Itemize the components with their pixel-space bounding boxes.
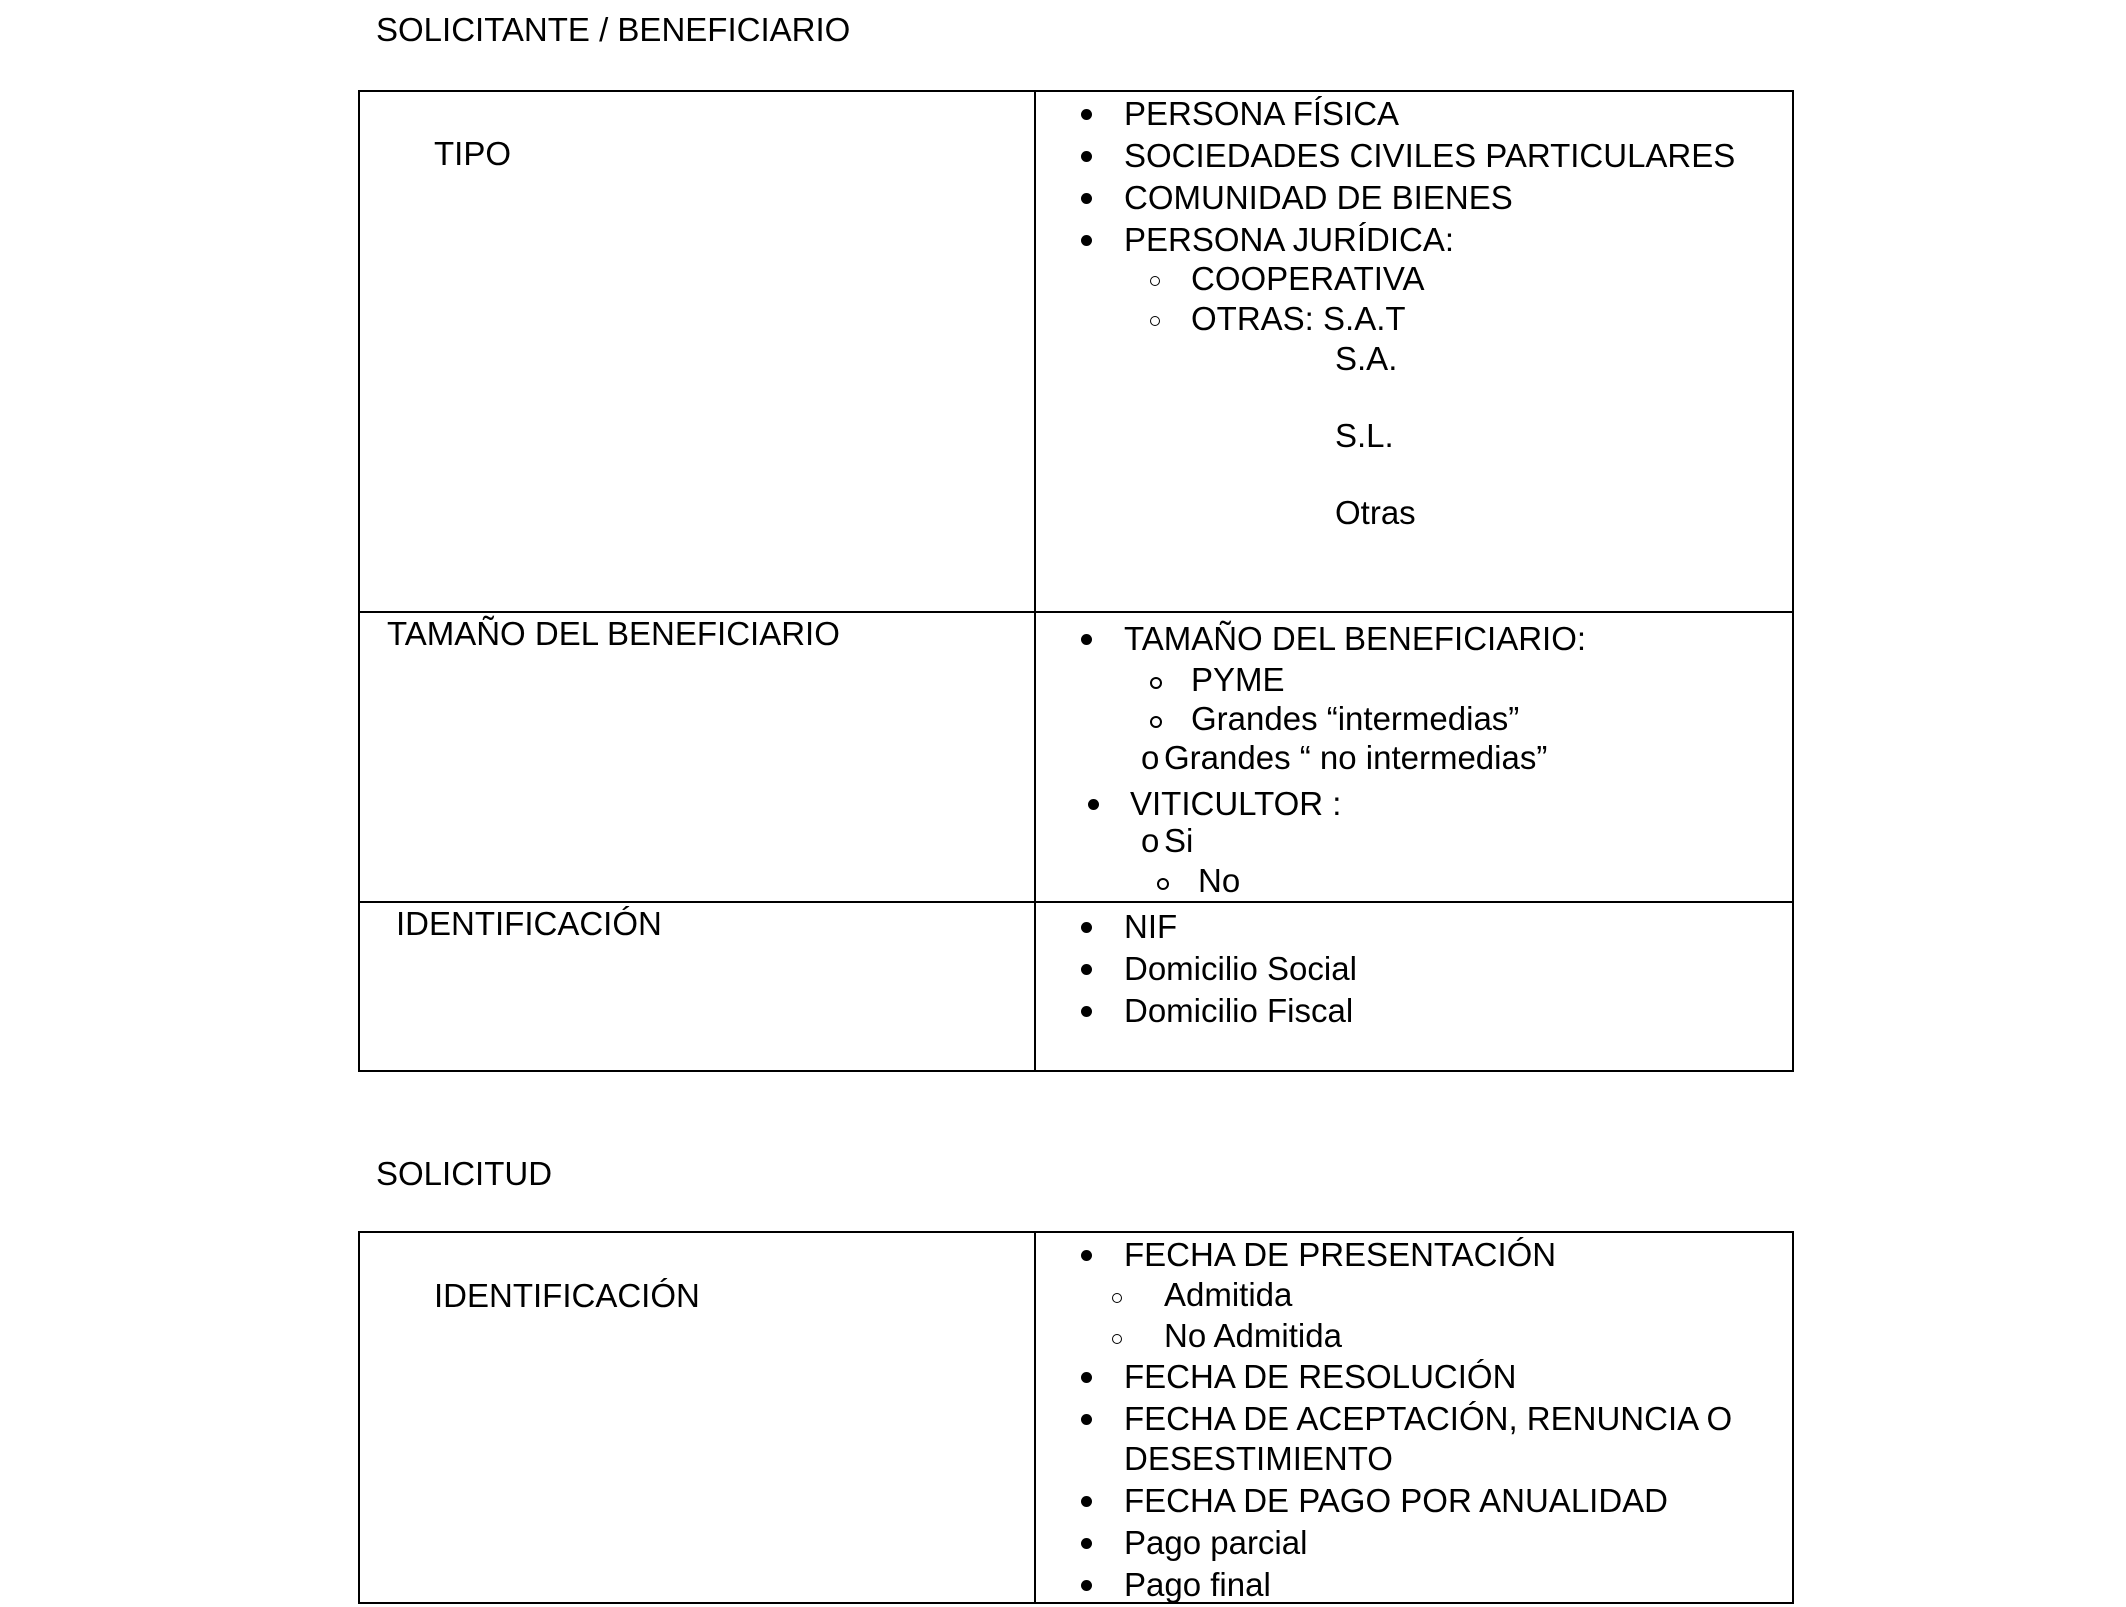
list-item: FECHA DE RESOLUCIÓN bbox=[1124, 1358, 1517, 1395]
row-label-identificacion: IDENTIFICACIÓN bbox=[434, 1277, 700, 1314]
sub-list-item: Admitida bbox=[1164, 1276, 1293, 1313]
otras-item: S.A. bbox=[1335, 340, 1398, 377]
circle-bullet-icon bbox=[1150, 276, 1160, 286]
list-item: NIF bbox=[1124, 908, 1178, 945]
bullet-icon bbox=[1081, 1414, 1092, 1425]
list-item: Pago final bbox=[1124, 1566, 1271, 1603]
circle-bullet-icon bbox=[1150, 716, 1162, 728]
list-item: Pago parcial bbox=[1124, 1524, 1308, 1561]
row-label-tamano: TAMAÑO DEL BENEFICIARIO bbox=[387, 615, 840, 652]
circle-bullet-icon bbox=[1112, 1334, 1122, 1344]
sub-list-item: Grandes “ no intermedias” bbox=[1164, 739, 1548, 776]
list-item: Domicilio Social bbox=[1124, 950, 1357, 987]
circle-bullet-icon: o bbox=[1141, 739, 1160, 776]
circle-bullet-icon: o bbox=[1141, 822, 1160, 859]
section-title-solicitud: SOLICITUD bbox=[376, 1155, 553, 1192]
bullet-icon bbox=[1081, 1250, 1092, 1261]
circle-bullet-icon bbox=[1150, 316, 1160, 326]
sub-list-item: No Admitida bbox=[1164, 1317, 1342, 1354]
list-item: PERSONA JURÍDICA: bbox=[1124, 221, 1455, 258]
sub-list-item: PYME bbox=[1191, 661, 1285, 698]
list-item: FECHA DE ACEPTACIÓN, RENUNCIA O bbox=[1124, 1400, 1733, 1437]
list-item-continuation: DESESTIMIENTO bbox=[1124, 1440, 1393, 1477]
bullet-icon bbox=[1081, 151, 1092, 162]
bullet-icon bbox=[1081, 964, 1092, 975]
table-solicitud-divider bbox=[1034, 1231, 1036, 1604]
list-item: COMUNIDAD DE BIENES bbox=[1124, 179, 1513, 216]
list-item: VITICULTOR : bbox=[1130, 785, 1342, 822]
bullet-icon bbox=[1081, 235, 1092, 246]
list-item: FECHA DE PRESENTACIÓN bbox=[1124, 1236, 1557, 1273]
sub-list-item: OTRAS: S.A.T bbox=[1191, 300, 1406, 337]
list-item: PERSONA FÍSICA bbox=[1124, 95, 1400, 132]
table-solicitante-row-separator-1 bbox=[358, 611, 1794, 613]
list-item: FECHA DE PAGO POR ANUALIDAD bbox=[1124, 1482, 1669, 1519]
bullet-icon bbox=[1081, 634, 1092, 645]
sub-list-item: No bbox=[1198, 862, 1241, 899]
otras-item: Otras bbox=[1335, 494, 1416, 531]
row-label-identificacion: IDENTIFICACIÓN bbox=[396, 905, 662, 942]
bullet-icon bbox=[1081, 1496, 1092, 1507]
table-solicitante-row-separator-2 bbox=[358, 901, 1794, 903]
bullet-icon bbox=[1081, 193, 1092, 204]
otras-item: S.L. bbox=[1335, 417, 1394, 454]
circle-bullet-icon bbox=[1150, 677, 1162, 689]
list-item: SOCIEDADES CIVILES PARTICULARES bbox=[1124, 137, 1736, 174]
row-label-tipo: TIPO bbox=[434, 135, 512, 172]
circle-bullet-icon bbox=[1157, 878, 1169, 890]
list-item: TAMAÑO DEL BENEFICIARIO: bbox=[1124, 620, 1587, 657]
sub-list-item: Grandes “intermedias” bbox=[1191, 700, 1520, 737]
bullet-icon bbox=[1081, 1372, 1092, 1383]
bullet-icon bbox=[1081, 1580, 1092, 1591]
sub-list-item: Si bbox=[1164, 822, 1194, 859]
bullet-icon bbox=[1088, 799, 1099, 810]
sub-list-item: COOPERATIVA bbox=[1191, 260, 1425, 297]
circle-bullet-icon bbox=[1112, 1293, 1122, 1303]
bullet-icon bbox=[1081, 1006, 1092, 1017]
table-solicitante-divider bbox=[1034, 90, 1036, 1072]
section-title-solicitante: SOLICITANTE / BENEFICIARIO bbox=[376, 11, 851, 48]
bullet-icon bbox=[1081, 1538, 1092, 1549]
list-item: Domicilio Fiscal bbox=[1124, 992, 1354, 1029]
bullet-icon bbox=[1081, 109, 1092, 120]
bullet-icon bbox=[1081, 922, 1092, 933]
